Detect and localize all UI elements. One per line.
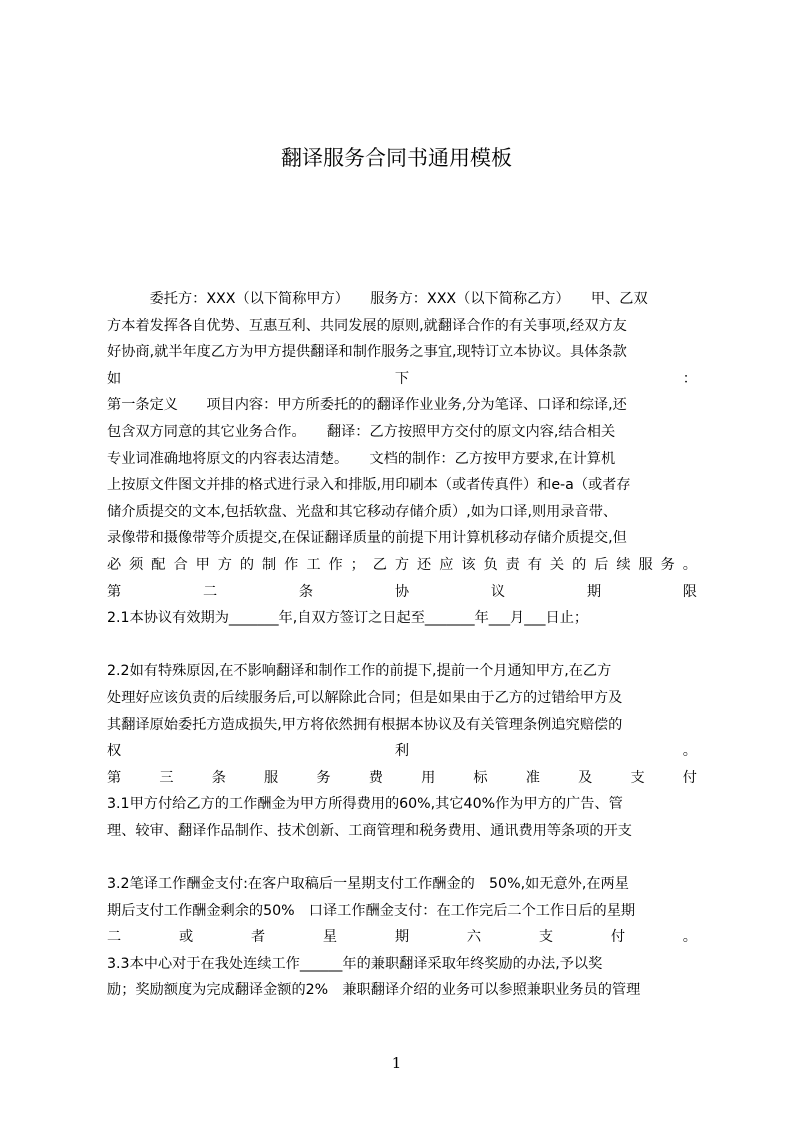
document-title: 翻译服务合同书通用模板 xyxy=(281,146,512,170)
body-line: 好协商,就半年度乙方为甲方提供翻译和制作服务之事宜,现特订立本协议。具体条款 xyxy=(107,344,627,361)
body-line: 期后支付工作酬金剩余的50% 口译工作酬金支付：在工作完后二个工作日后的星期 xyxy=(107,902,636,919)
clause-2-1: 2.1本协议有效期为_______年,自双方签订之日起至_______年___月___日止； xyxy=(107,610,589,627)
body-line: 委托方：XXX（以下简称甲方） 服务方：XXX（以下简称乙方） 甲、乙双 xyxy=(107,291,648,307)
body-line: 必须配合甲方的制作工作；乙方还应该负责有关的后续服务。 xyxy=(107,556,697,573)
body-line: 处理好应该负责的后续服务后,可以解除此合同；但是如果由于乙方的过错给甲方及 xyxy=(107,689,623,706)
body-line: 二 或 者 星 期 六 支 付 。 xyxy=(107,929,697,946)
body-line: 包含双方同意的其它业务合作。 翻译：乙方按照甲方交付的原文内容,结合相关 xyxy=(107,423,616,440)
body-line: 励；奖励额度为完成翻译金额的2% 兼职翻译介绍的业务可以参照兼职业务员的管理 xyxy=(107,982,641,999)
section-heading-2: 第 二 条 协 议 期 限 xyxy=(107,583,697,600)
body-line: 上按原文件图文并排的格式进行录入和排版,用印刷本（或者传真件）和e-a（或者存 xyxy=(107,477,631,494)
paragraph-gap xyxy=(107,844,697,871)
clause-3-1: 3.1甲方付给乙方的工作酬金为甲方所得费用的60%,其它40%作为甲方的广告、管 xyxy=(107,796,623,813)
body-line: 专业词准确地将原文的内容表达清楚。 文档的制作：乙方按甲方要求,在计算机 xyxy=(107,450,616,467)
clause-3-2: 3.2笔译工作酬金支付:在客户取稿后一星期支付工作酬金的 50%,如无意外,在两星 xyxy=(107,876,629,893)
page-number: 1 xyxy=(391,1054,402,1072)
paragraph-gap xyxy=(107,632,697,659)
section-heading-3: 第 三 条 服 务 费 用 标 准 及 支 付 xyxy=(107,769,697,786)
body-line: 理、较审、翻译作品制作、技术创新、工商管理和税务费用、通讯费用等条项的开支 xyxy=(107,822,632,839)
body-line: 储介质提交的文本,包括软盘、光盘和其它移动存储介质）,如为口译,则用录音带、 xyxy=(107,503,618,520)
body-line: 权 利 。 xyxy=(107,743,697,760)
clause-2-2: 2.2如有特殊原因,在不影响翻译和制作工作的前提下,提前一个月通知甲方,在乙方 xyxy=(107,663,612,680)
body-line: 录像带和摄像带等介质提交,在保证翻译质量的前提下用计算机移动存储介质提交,但 xyxy=(107,530,627,547)
clause-3-3: 3.3本中心对于在我处连续工作______年的兼职翻译采取年终奖励的办法,予以奖 xyxy=(107,955,603,972)
body-line: 如 下 ： xyxy=(107,370,697,387)
section-heading-1: 第一条定义 项目内容：甲方所委托的的翻译作业业务,分为笔译、口译和综译,还 xyxy=(107,397,627,414)
document-body xyxy=(107,286,697,1004)
body-line: 方本着发挥各自优势、互惠互利、共同发展的原则,就翻译合作的有关事项,经双方友 xyxy=(107,317,627,334)
body-line: 其翻译原始委托方造成损失,甲方将依然拥有根据本协议及有关管理条例追究赔偿的 xyxy=(107,716,623,733)
